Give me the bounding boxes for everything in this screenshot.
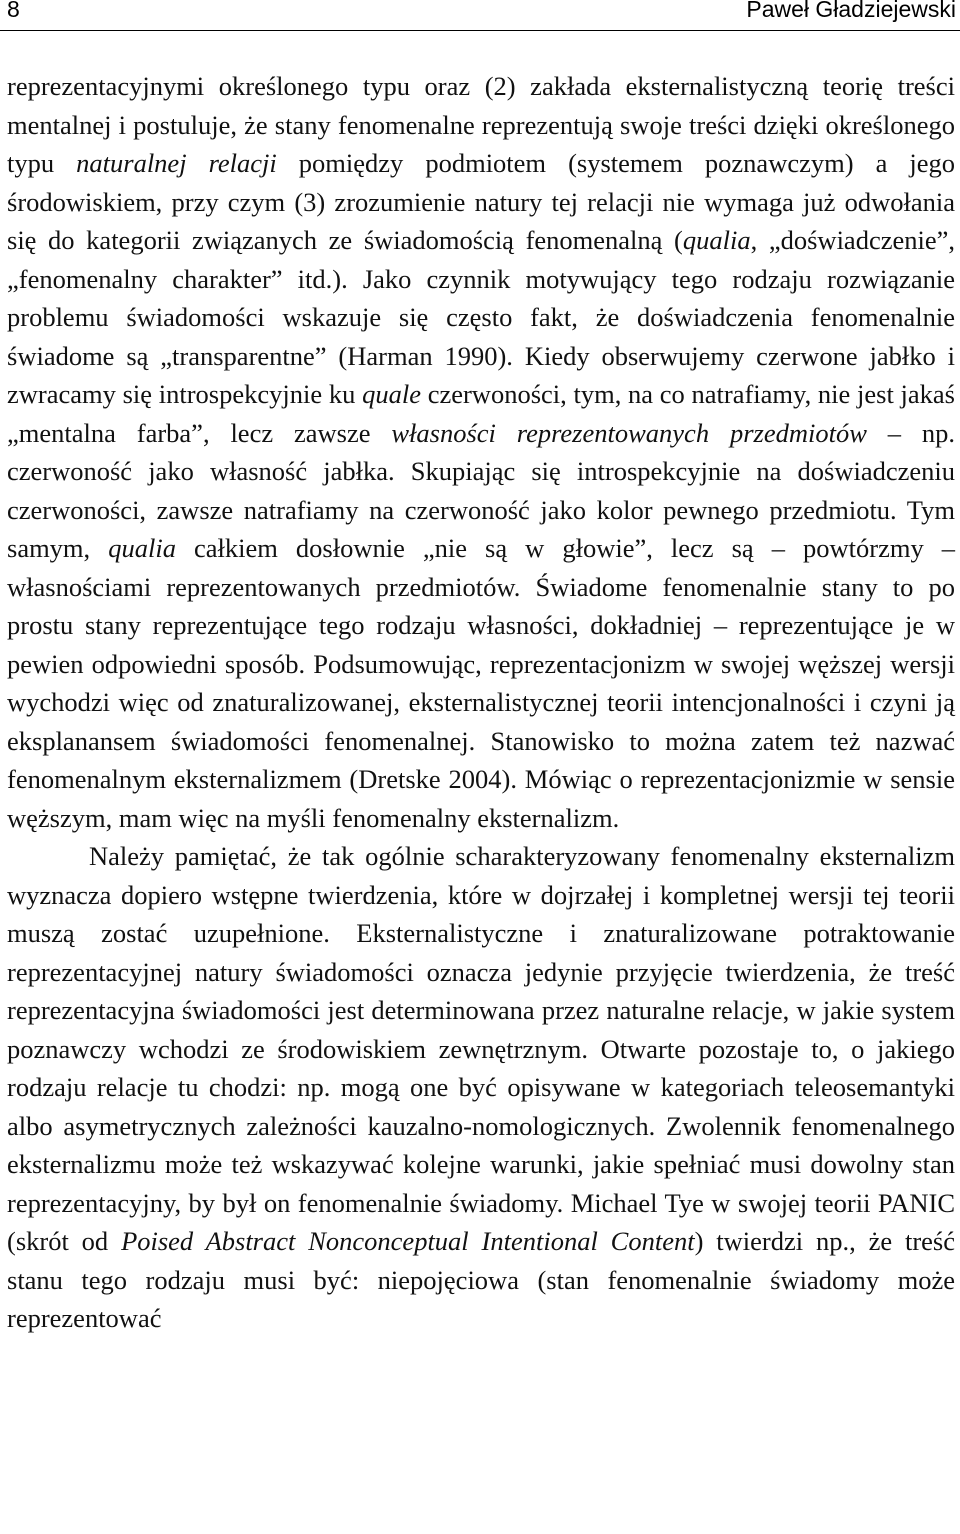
text-run: czerwoności, tym, na co natrafiamy, nie jest jakaś „mentalna farba”, lecz zawsze [7,379,955,448]
text-run-italic: quale [362,379,421,409]
text-run: – np. czerwoność jako własność jabłka. Skupiając się introspekcyjnie na doświadczeniu czerwoności, zawsze natrafiamy na czerwoność jako kolor pewnego przedmiotu. Tym samym, [7,417,955,563]
text-run: Należy pamiętać, że tak ogólnie scharakteryzowany fenomenalny eksternalizm wyznacza dopiero wstępne twierdzenia, które w dojrzałej i kompletnej wersji tej teorii muszą zostać uzupełnione. Eksternalistyczne i znaturalizowane potraktowanie reprezentacyjnej natury świadomości oznacza jedynie przyjęcie twierdzenia, że treść reprezentacyjna świadomości jest determinowana przez naturalne relacje, w jakie system poznawczy wchodzi ze środowiskiem zewnętrznym. Otwarte pozostaje to, o jakiego rodzaju relacje tu chodzi: np. mogą one być opisywane w kategoriach teleosemantyki albo asymetrycznych zależności kauzalno-nomologicznych. Zwolennik fenomenalnego eksternalizmu może też wskazywać kolejne warunki, jakie spełniać musi dowolny stan reprezentacyjny, by był on fenomenalnie świadomy. Michael Tye w swojej teorii PANIC (skrót od [7,841,955,1256]
text-run-italic: qualia [682,225,751,255]
paragraph-2 [7,837,955,1338]
running-head-author: Paweł Gładziejewski [746,0,956,22]
text-run-italic: naturalnej relacji [76,148,277,178]
text-run: pomiędzy podmiotem (systemem poznawczym) a jego środowiskiem, przy czym (3) zrozumienie natury tej relacji nie wymaga już odwołania się do kategorii związanych ze świadomością fenomenalną ( [7,148,955,255]
text-run-italic: własności reprezentowanych przedmiotów [391,417,867,448]
text-run: całkiem dosłownie „nie są w głowie”, lecz są – powtórzmy – własnościami reprezentowanych przedmiotów. Świadome fenomenalnie stany to po prostu stany reprezentujące tego rodzaju własności, dokładniej – reprezentujące je w pewien odpowiedni sposób. Podsumowując, reprezentacjonizm w swojej węższej wersji wychodzi więc od znaturalizowanej, eksternalistycznej teorii intencjonalności i czyni ją eksplanansem świadomości fenomenalnej. Stanowisko to można zatem też nazwać fenomenalnym eksternalizmem (Dretske 2004). Mówiąc o reprezentacjonizmie w sensie węższym, mam więc na myśli fenomenalny eksternalizm. [7,533,955,833]
text-run-italic: Poised Abstract Nonconceptual Intentional Content [121,1226,695,1256]
text-run: , „doświadczenie”, „fenomenalny charakter” itd.). Jako czynnik motywujący tego rodzaju rozwiązanie problemu świadomości wskazuje się często fakt, że doświadczenia fenomenalnie świadome są „transparentne” (Harman 1990). Kiedy obserwujemy czerwone jabłko i zwracamy się introspekcyjnie ku [7,225,955,409]
page-number: 8 [7,0,20,22]
text-run: ) twierdzi np., że treść stanu tego rodzaju musi być: niepojęciowa (stan fenomenalnie świadomy może reprezentować [7,1226,955,1333]
text-run-italic: qualia [108,533,176,563]
paragraph-1 [7,67,955,837]
page-header [0,0,960,31]
text-run: reprezentacyjnymi określonego typu oraz (2) zakłada eksternalistyczną teorię treści mentalnej i postuluje, że stany fenomenalne reprezentują swoje treści dzięki określonego typu [7,71,955,178]
body-text [7,67,955,1338]
